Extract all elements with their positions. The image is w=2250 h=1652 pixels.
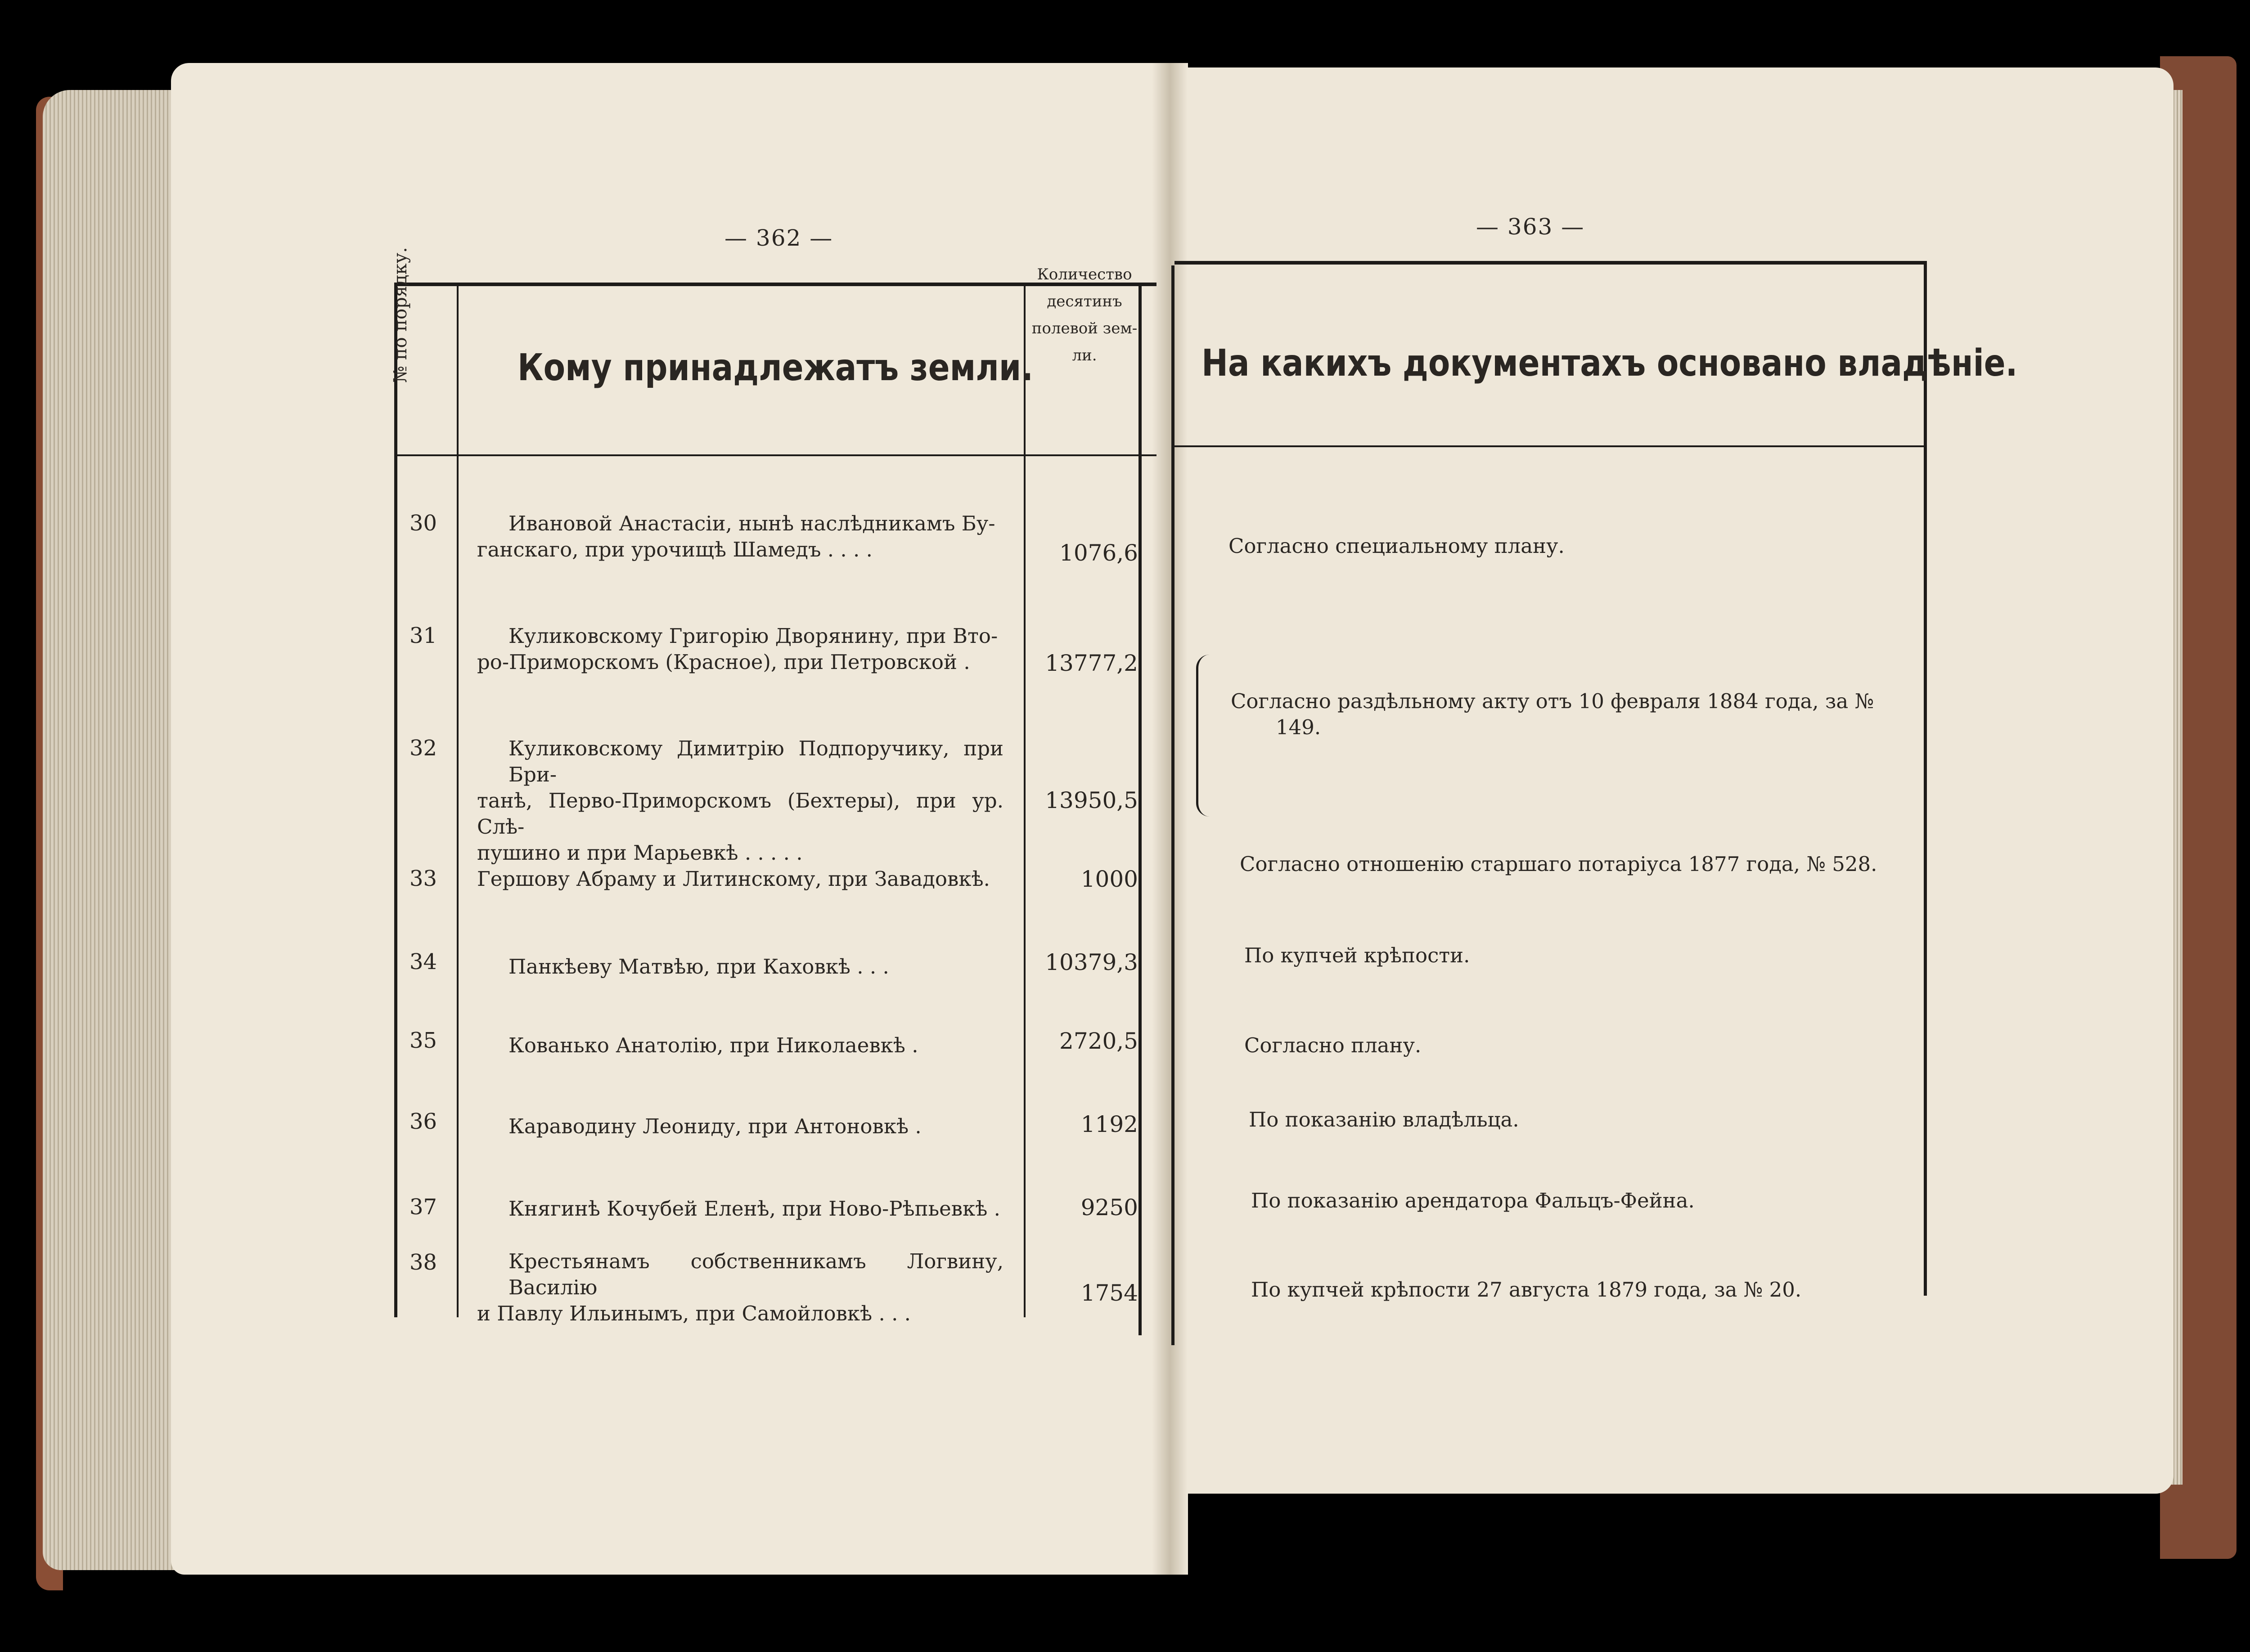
right-table-left-rule: [1171, 265, 1174, 1345]
row-number: 36: [410, 1109, 437, 1134]
row-owner: Куликовскому Димитрію Подпоручику, при Бри- танѣ, Перво-Приморскомъ (Бехтеры), при ур. Слѣ- пушино и при Марьевкѣ . . . . .: [477, 736, 1004, 865]
row-owner: Куликовскому Григорію Дворянину, при Вто- ро-Приморскомъ (Красное), при Петровской .: [477, 624, 998, 674]
row-area: 9250: [1080, 1194, 1138, 1221]
row-owner: Кованько Анатолію, при Николаевкѣ .: [508, 1033, 918, 1057]
page-number-right: — 363 —: [1476, 214, 1585, 240]
row-owner: Ивановой Анастасіи, нынѣ наслѣдникамъ Бу- ганскаго, при урочищѣ Шамедъ . . . .: [477, 512, 995, 561]
book-gutter: [1152, 63, 1188, 1575]
row-number: 33: [410, 866, 437, 891]
row-document: Согласно плану.: [1244, 1033, 1422, 1057]
left-page-edges: [43, 90, 178, 1570]
left-table-left-rule: [394, 283, 397, 1317]
row-area: 10379,3: [1045, 949, 1138, 975]
row-number: 34: [410, 949, 437, 974]
row-owner: Гершову Абраму и Литинскому, при Завадовкѣ.: [477, 867, 990, 891]
row-area: 1076,6: [1059, 540, 1138, 566]
row-area: 2720,5: [1059, 1028, 1138, 1054]
right-table-top-rule: [1174, 261, 1924, 265]
row-document: По показанію владѣльца.: [1249, 1108, 1519, 1131]
page-number-left: — 362 —: [724, 225, 833, 251]
row-area: 13777,2: [1045, 650, 1138, 676]
header-documents-column: На какихъ документахъ основано владѣніе.: [1202, 342, 2018, 385]
row-number: 35: [410, 1028, 437, 1053]
row-document: Согласно специальному плану.: [1228, 534, 1565, 558]
row-owner: Караводину Леониду, при Антоновкѣ .: [508, 1114, 922, 1138]
row-number: 31: [410, 623, 437, 648]
left-table-right-rule: [1138, 283, 1142, 1335]
row-area: 13950,5: [1045, 787, 1138, 813]
row-number: 30: [410, 511, 437, 536]
row-document: Согласно отношенію старшаго потаріуса 1877 года, № 528.: [1240, 852, 1877, 876]
header-quantity-column: Количество десятинъ полевой зем- ли.: [1031, 265, 1138, 364]
right-table-header-rule: [1174, 445, 1924, 447]
row-area: 1754: [1080, 1280, 1138, 1306]
row-document: Согласно раздѣльному актy отъ 10 февраля 1884 года, за № 149.: [1231, 689, 1874, 739]
row-document: По купчей крѣпости.: [1244, 943, 1470, 967]
row-owner: Княгинѣ Кочубей Еленѣ, при Ново-Рѣпьевкѣ .: [508, 1197, 1000, 1221]
row-area: 1192: [1080, 1111, 1138, 1137]
row-number: 37: [410, 1194, 437, 1220]
row-number: 32: [410, 736, 437, 761]
header-number-column: № по порядку.: [390, 247, 411, 383]
grouping-brace: [1196, 655, 1212, 817]
row-document: По купчей крѣпости 27 августа 1879 года, за № 20.: [1251, 1278, 1802, 1302]
row-number: 38: [410, 1250, 437, 1275]
right-table-right-rule: [1924, 261, 1927, 1296]
left-table-number-divider: [457, 283, 459, 1317]
row-document: По показанію арендатора Фальцъ-Фейна.: [1251, 1189, 1695, 1212]
left-table-quantity-divider: [1024, 283, 1026, 1317]
row-owner: Панкѣеву Матвѣю, при Каховкѣ . . .: [508, 955, 889, 979]
row-area: 1000: [1080, 866, 1138, 892]
header-owner-column: Кому принадлежатъ земли.: [518, 346, 1034, 389]
left-table-header-rule: [396, 454, 1156, 456]
row-owner: Крестьянамъ собственникамъ Логвину, Василію и Павлу Ильинымъ, при Самойловкѣ . . .: [477, 1249, 1004, 1325]
